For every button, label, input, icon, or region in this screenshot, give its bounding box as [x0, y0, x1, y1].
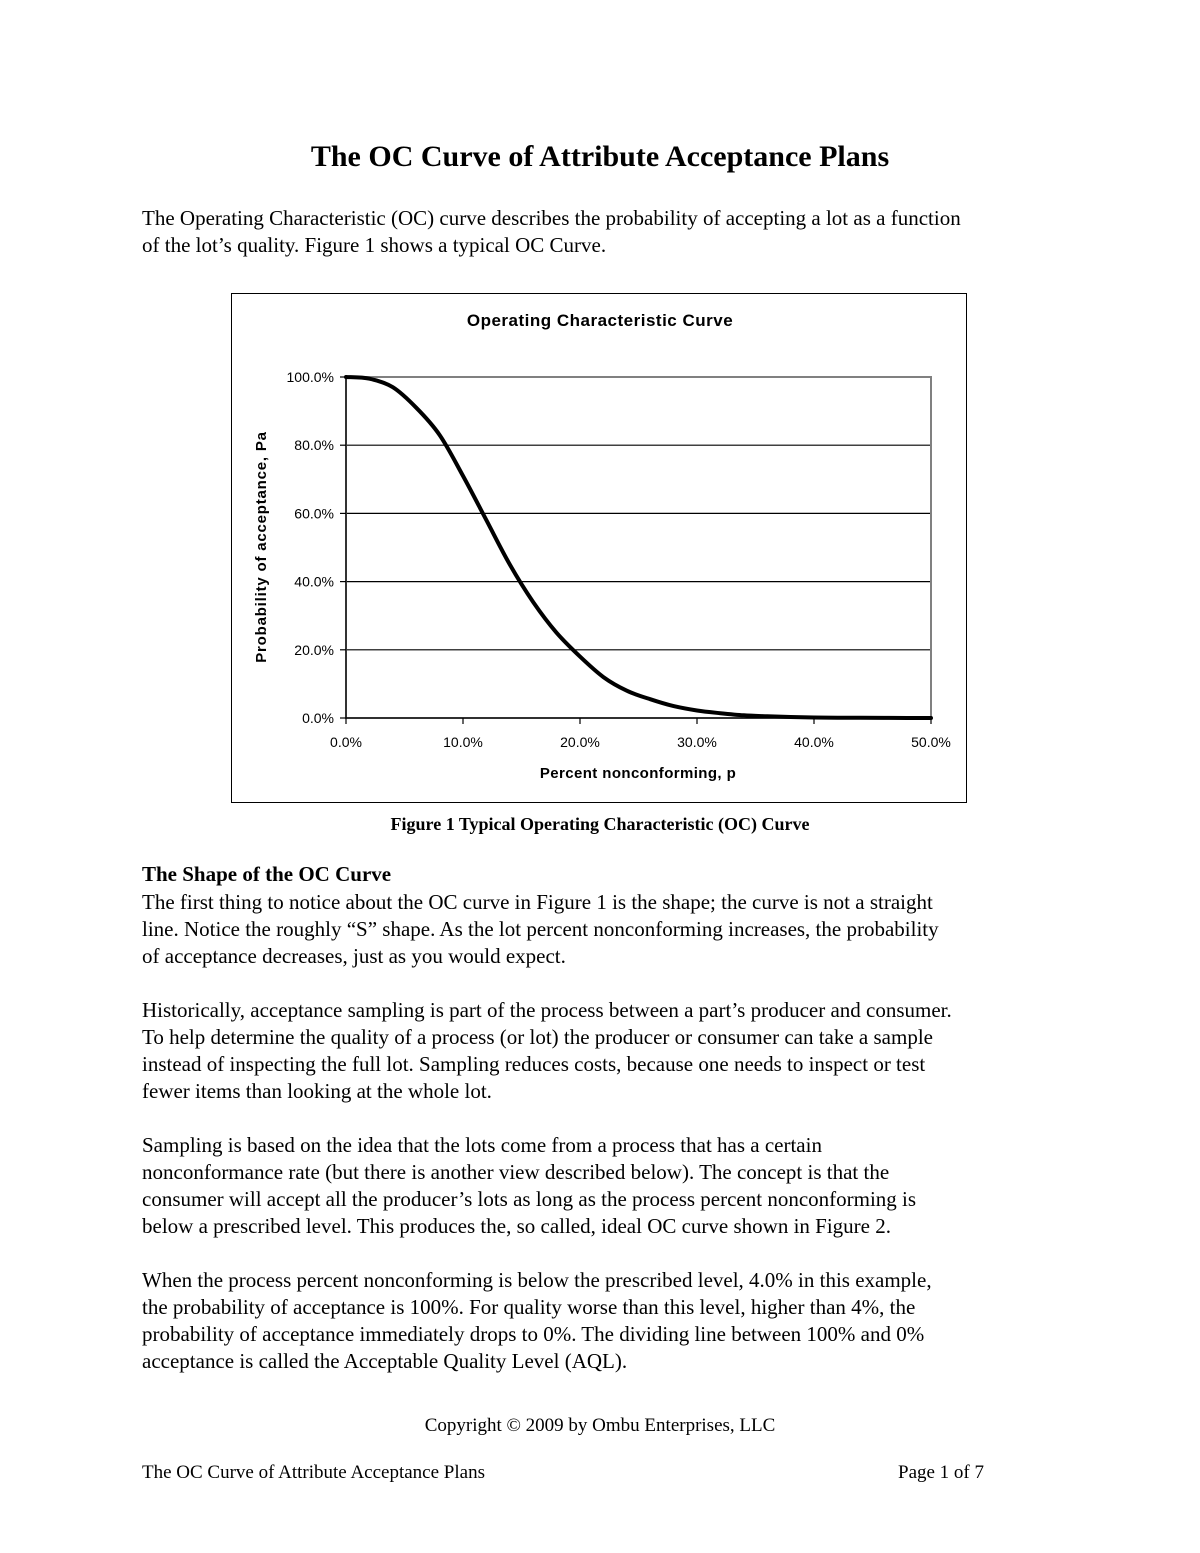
body-paragraph: [142, 1132, 1072, 1240]
paragraph-line: of acceptance decreases, just as you would expect.: [142, 944, 566, 968]
paragraph-line: Historically, acceptance sampling is part of the process between a part’s producer and consumer.: [142, 998, 952, 1022]
document-title: The OC Curve of Attribute Acceptance Plans: [310, 140, 890, 173]
paragraph-line: line. Notice the roughly “S” shape. As the lot percent nonconforming increases, the probability: [142, 917, 939, 941]
y-axis-label: Probability of acceptance, Pa: [253, 431, 270, 663]
figure-caption: Figure 1 Typical Operating Characteristic (OC) Curve: [390, 814, 810, 834]
paragraph-line: fewer items than looking at the whole lot.: [142, 1079, 492, 1103]
paragraph-line: When the process percent nonconforming is below the prescribed level, 4.0% in this example,: [142, 1268, 932, 1292]
paragraph-line: instead of inspecting the full lot. Sampling reduces costs, because one needs to inspect or test: [142, 1052, 926, 1076]
x-tick-label: 30.0%: [677, 734, 717, 750]
figure-1-chart-frame: [231, 293, 967, 803]
chart-title: Operating Characteristic Curve: [466, 311, 734, 330]
y-tick-label: 0.0%: [302, 710, 334, 726]
paragraph-line: probability of acceptance immediately drops to 0%. The dividing line between 100% and 0%: [142, 1322, 925, 1346]
paragraph-line: nonconformance rate (but there is another view described below). The concept is that the: [142, 1160, 890, 1184]
footer-document-title: The OC Curve of Attribute Acceptance Plans: [142, 1462, 485, 1483]
intro-paragraph: [142, 205, 1072, 259]
oc-chart: [232, 294, 965, 801]
intro-line: The Operating Characteristic (OC) curve describes the probability of accepting a lot as a function: [142, 206, 961, 230]
footer-page-number: Page 1 of 7: [898, 1462, 985, 1483]
paragraph-line: acceptance is called the Acceptable Quality Level (AQL).: [142, 1349, 628, 1373]
paragraph-line: To help determine the quality of a process (or lot) the producer or consumer can take a sample: [142, 1025, 933, 1049]
x-axis-label: Percent nonconforming, p: [539, 765, 737, 782]
body-paragraph: [142, 1267, 1072, 1375]
y-tick-label: 20.0%: [294, 641, 334, 658]
paragraph-line: consumer will accept all the producer’s lots as long as the process percent nonconforming is: [142, 1187, 917, 1211]
chart-ticks: [287, 369, 951, 750]
oc-curve-line: [346, 377, 931, 718]
paragraph-line: Sampling is based on the idea that the lots come from a process that has a certain: [142, 1133, 822, 1157]
x-tick-label: 10.0%: [443, 734, 483, 750]
copyright-notice: Copyright © 2009 by Ombu Enterprises, LLC: [424, 1415, 776, 1436]
section-heading: The Shape of the OC Curve: [142, 862, 392, 886]
y-tick-label: 100.0%: [286, 369, 334, 385]
x-tick-label: 0.0%: [330, 734, 362, 750]
intro-line: of the lot’s quality. Figure 1 shows a typical OC Curve.: [142, 233, 607, 257]
y-tick-label: 60.0%: [294, 505, 334, 522]
y-tick-label: 40.0%: [294, 573, 334, 590]
body-paragraph: [142, 997, 1072, 1105]
x-tick-label: 20.0%: [560, 734, 600, 750]
y-tick-label: 80.0%: [294, 437, 334, 454]
chart-gridlines: [346, 445, 931, 650]
paragraph-line: the probability of acceptance is 100%. For quality worse than this level, higher than 4%, the: [142, 1295, 916, 1319]
paragraph-line: The first thing to notice about the OC curve in Figure 1 is the shape; the curve is not a straight: [142, 890, 933, 914]
x-tick-label: 50.0%: [911, 734, 951, 750]
body-paragraph: [142, 889, 1072, 970]
paragraph-line: below a prescribed level. This produces the, so called, ideal OC curve shown in Figure 2.: [142, 1214, 891, 1238]
x-tick-label: 40.0%: [794, 734, 834, 750]
